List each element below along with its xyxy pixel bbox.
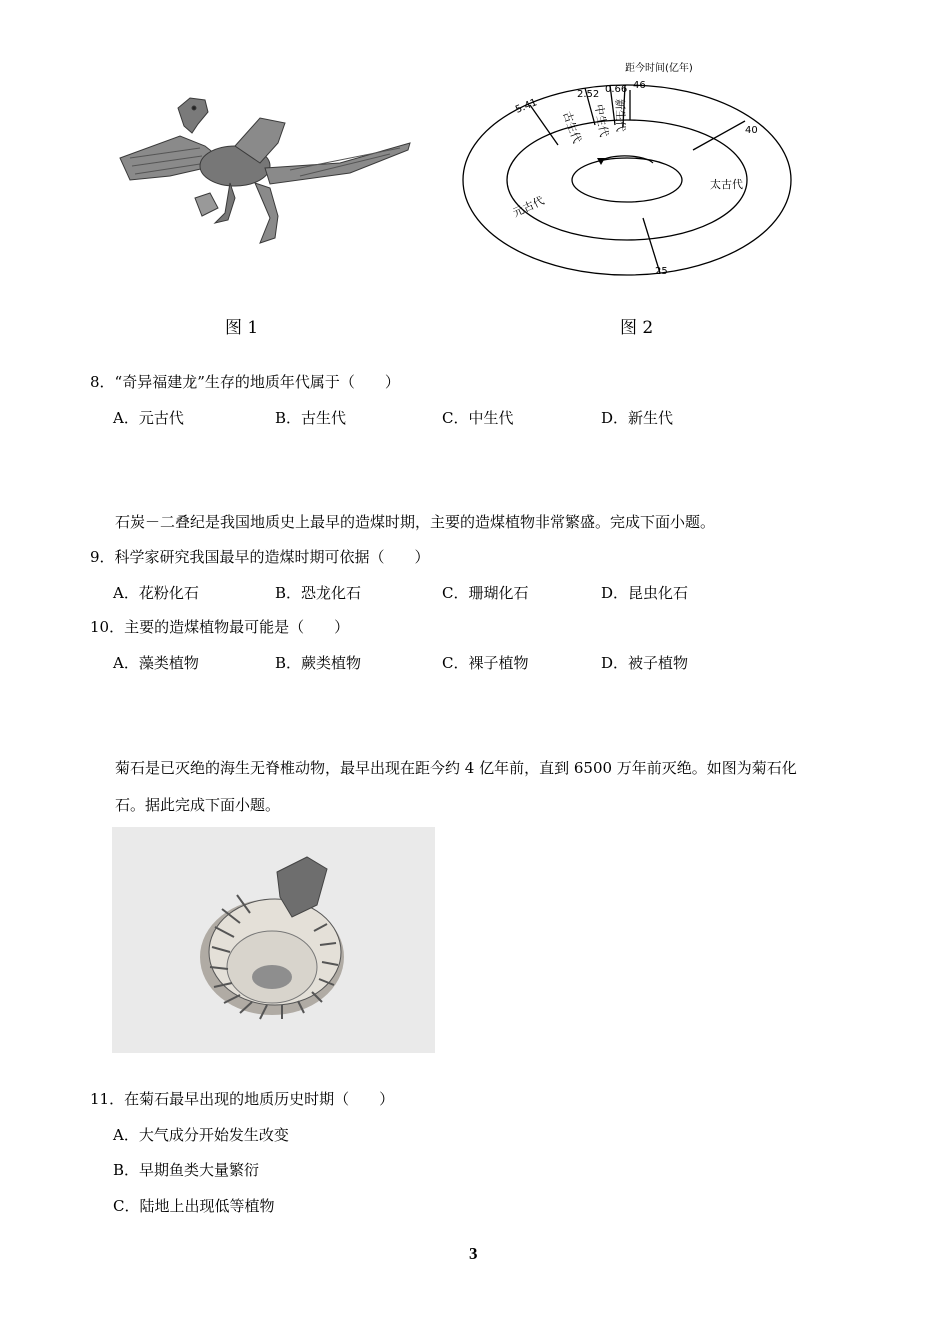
q8-option-b[interactable]: B．古生代 [275,409,347,427]
axis-title: 距今时间(亿年) [625,63,693,74]
q11-option-b[interactable]: B．早期鱼类大量繁衍 [113,1161,260,1179]
question-11-stem: 11．在菊石最早出现的地质历史时期（ ） [90,1090,395,1108]
q11-option-a[interactable]: A．大气成分开始发生改变 [113,1126,289,1144]
dinosaur-illustration [110,88,420,253]
era-cenozoic: 新生代 [613,98,628,133]
q10-option-a[interactable]: A．藻类植物 [113,654,199,672]
q10-option-c[interactable]: C．裸子植物 [442,654,529,672]
figure-1-caption: 图 1 [225,318,259,338]
geologic-time-diagram [455,55,800,285]
inner-ring [572,158,682,202]
q9-option-b[interactable]: B．恐龙化石 [275,584,362,602]
passage-ammonite-line2: 石。据此完成下面小题。 [115,796,281,814]
tick-0-66: 0.66 [605,84,628,95]
q8-option-a[interactable]: A．元古代 [113,409,184,427]
era-proterozoic: 元古代 [510,193,547,220]
figure-2 [455,55,800,285]
question-10-stem: 10．主要的造煤植物最可能是（ ） [90,618,350,636]
q9-option-d[interactable]: D．昆虫化石 [601,584,689,602]
ammonite-fossil-image [112,827,435,1053]
tick-46: 46 [633,80,646,91]
era-archean: 太古代 [710,178,743,191]
q10-option-b[interactable]: B．蕨类植物 [275,654,362,672]
tick-25: 25 [655,266,668,277]
q8-option-c[interactable]: C．中生代 [442,409,514,427]
question-8-stem: 8．“奇异福建龙”生存的地质年代属于（ ） [90,373,400,391]
q9-option-c[interactable]: C．珊瑚化石 [442,584,529,602]
page-number: 3 [469,1244,478,1263]
q11-option-c[interactable]: C．陆地上出现低等植物 [113,1197,275,1215]
q9-option-a[interactable]: A．花粉化石 [113,584,199,602]
figure-2-caption: 图 2 [620,318,654,338]
q8-option-d[interactable]: D．新生代 [601,409,674,427]
q10-option-d[interactable]: D．被子植物 [601,654,689,672]
figure-1 [110,88,420,253]
tick-40: 40 [745,125,758,136]
passage-ammonite-line1: 菊石是已灭绝的海生无脊椎动物，最早出现在距今约 4 亿年前，直到 6500 万年前灭绝。如图为菊石化 [115,759,797,777]
ammonite-photo [112,827,435,1053]
passage-coal-period: 石炭－二叠纪是我国地质史上最早的造煤时期，主要的造煤植物非常繁盛。完成下面小题。 [115,513,716,531]
era-mesozoic: 中生代 [592,103,611,139]
tick-5-41: 5.41 [514,97,539,116]
tick-2-52: 2.52 [577,89,600,100]
era-paleozoic: 古生代 [560,109,584,146]
question-9-stem: 9．科学家研究我国最早的造煤时期可依据（ ） [90,548,430,566]
